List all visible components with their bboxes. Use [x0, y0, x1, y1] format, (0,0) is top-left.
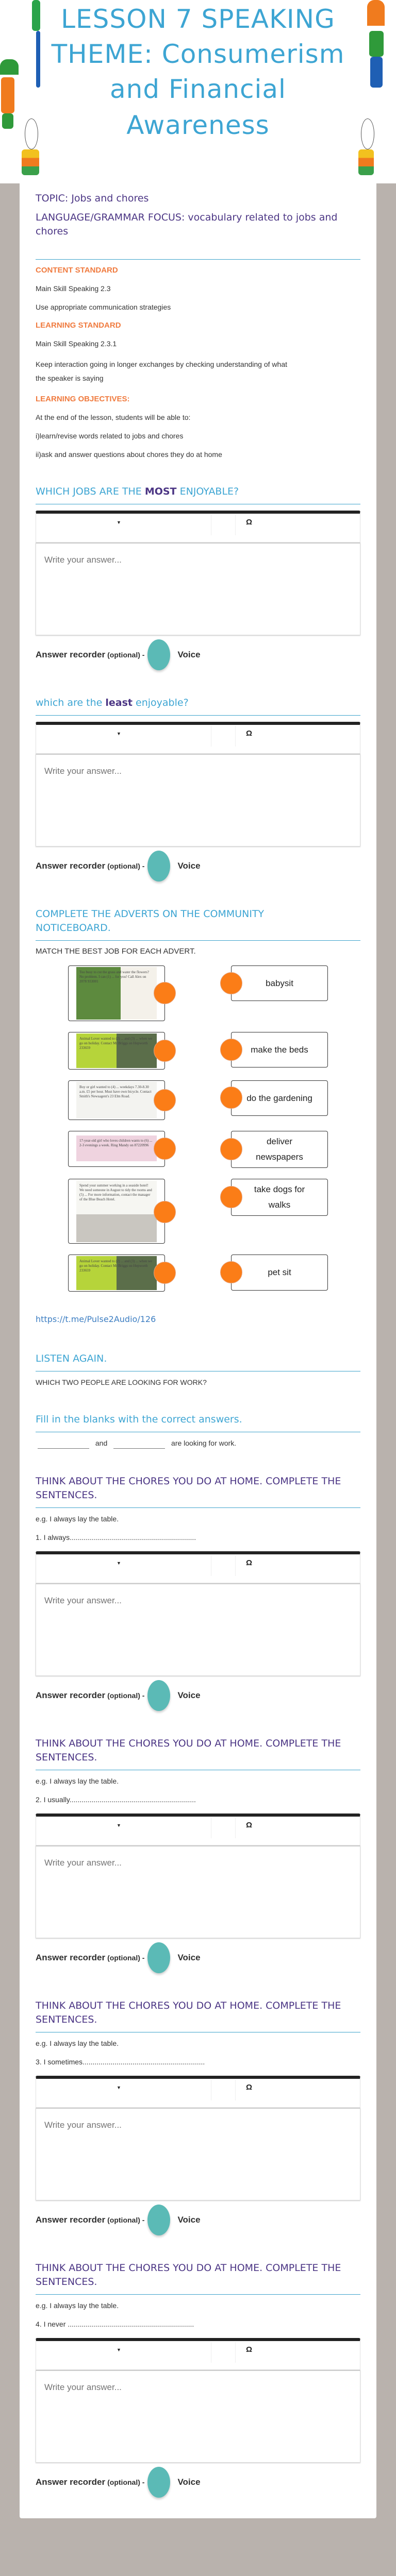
heading-underline	[36, 715, 360, 716]
fill-text: are looking for work.	[171, 1439, 237, 1447]
toolbar-separator	[235, 1818, 236, 1838]
blank-input-2[interactable]	[113, 1438, 165, 1449]
match-connector-dot[interactable]	[154, 1262, 176, 1284]
toolbar-separator	[235, 515, 236, 535]
advert-text: Spend your summer working in a seaside hotel! We need someone in August to tidy the rooms and (5) ... For more information, contact the manager of the Blue Beach Hotel.	[76, 1180, 157, 1242]
objectives-intro: At the end of the lesson, students will be able to:	[36, 413, 191, 421]
special-character-icon[interactable]: Ω	[246, 1821, 253, 1829]
job-option-pet-sit[interactable]: pet sit	[231, 1255, 328, 1291]
advert-image-babysitter[interactable]	[68, 1131, 165, 1167]
match-row	[36, 1131, 360, 1168]
section-divider	[36, 259, 360, 260]
match-connector-dot[interactable]	[154, 1201, 176, 1223]
grammar-focus-heading: LANGUAGE/GRAMMAR FOCUS: vocabulary related to jobs and chores	[36, 212, 338, 237]
advert-image-hotel[interactable]	[68, 1179, 165, 1244]
lesson-banner	[0, 0, 396, 183]
fill-blanks-heading: Fill in the blanks with the correct answers.	[36, 1414, 242, 1425]
recorder-label: Answer recorder	[36, 1690, 106, 1700]
match-connector-dot[interactable]	[154, 1040, 176, 1062]
job-option-babysit[interactable]: babysit	[231, 965, 328, 1001]
job-option-make-the-beds[interactable]: make the beds	[231, 1032, 328, 1067]
advert-text: Animal Lover wanted to (2) ... and (3) ... when we go on holiday. Contact Mr Briggs on Hepworth 233659	[76, 1256, 157, 1290]
chores-prompt: 2. I usually...............................................................	[36, 1795, 196, 1804]
recorder-optional-label: (optional) -	[107, 1691, 145, 1700]
record-button[interactable]	[147, 2205, 170, 2235]
voice-label: Voice	[177, 650, 201, 659]
advert-text: Boy or girl wanted to (4) ... weekdays 7.30-8.30 a.m. £5 per hour. Must have own bicycle. Contact Smith's Newsagent's 23 Elm Road.	[76, 1082, 157, 1118]
match-row	[36, 1032, 360, 1070]
heading-underline	[36, 1507, 360, 1508]
editor-toolbar	[36, 2076, 360, 2108]
learning-standard-text: Main Skill Speaking 2.3.1	[36, 340, 117, 348]
recorder-label: Answer recorder	[36, 2215, 106, 2225]
chores-heading: THINK ABOUT THE CHORES YOU DO AT HOME. COMPLETE THE SENTENCES.	[36, 2000, 341, 2025]
special-character-icon[interactable]: Ω	[246, 518, 253, 527]
adverts-matching-section	[36, 907, 360, 1292]
record-button[interactable]	[147, 2467, 170, 2498]
heading-emphasis: MOST	[144, 486, 177, 497]
chores-heading: THINK ABOUT THE CHORES YOU DO AT HOME. COMPLETE THE SENTENCES.	[36, 1738, 341, 1763]
recorder-label: Answer recorder	[36, 650, 106, 659]
voice-label: Voice	[177, 1690, 201, 1700]
blank-input-1[interactable]	[38, 1438, 89, 1449]
match-connector-dot[interactable]	[220, 1261, 242, 1283]
chores-question-4	[36, 2261, 360, 2498]
toolbar-separator	[235, 2080, 236, 2100]
content-standard-text: Use appropriate communication strategies	[36, 303, 171, 311]
audio-link[interactable]: https://t.me/Pulse2Audio/126	[36, 1314, 156, 1324]
content-standard-label: CONTENT STANDARD	[36, 266, 118, 275]
special-character-icon[interactable]: Ω	[246, 1558, 253, 1567]
answer-textarea[interactable]	[36, 754, 360, 846]
editor-toolbar	[36, 1551, 360, 1583]
editor-toolbar	[36, 722, 360, 754]
books-icon	[22, 149, 39, 175]
job-option-take-dogs-for-walks[interactable]: take dogs for walks	[231, 1179, 328, 1216]
heading-text: ENJOYABLE?	[176, 486, 239, 497]
listen-again-section	[36, 1352, 360, 1387]
job-option-deliver-newspapers[interactable]: deliver newspapers	[231, 1131, 328, 1168]
record-button[interactable]	[147, 639, 170, 670]
advert-image-newsagent[interactable]	[68, 1080, 165, 1120]
lesson-title-line-4: Awareness	[126, 110, 270, 140]
voice-label: Voice	[177, 861, 201, 871]
heading-underline	[36, 940, 360, 941]
answer-textarea[interactable]	[36, 2108, 360, 2200]
answer-textarea[interactable]	[36, 1845, 360, 1938]
answer-recorder	[36, 851, 360, 882]
match-connector-dot[interactable]	[154, 982, 176, 1004]
listen-question: WHICH TWO PEOPLE ARE LOOKING FOR WORK?	[36, 1378, 207, 1386]
answer-recorder	[36, 639, 360, 670]
recorder-optional-label: (optional) -	[107, 1954, 145, 1962]
chores-prompt: 1. I always...............................................................	[36, 1533, 196, 1541]
objective-item: i)learn/revise words related to jobs and chores	[36, 432, 184, 440]
editor-toolbar	[36, 2338, 360, 2370]
books-icon	[358, 149, 374, 175]
recorder-optional-label: (optional) -	[107, 2478, 145, 2486]
match-connector-dot[interactable]	[154, 1138, 176, 1160]
match-row	[36, 1179, 360, 1244]
format-dropdown-caret-icon[interactable]: ▼	[117, 731, 121, 736]
chores-question-1	[36, 1475, 360, 1711]
learning-standard-text: Keep interaction going in longer exchanges by checking understanding of what the speaker is saying	[36, 360, 287, 382]
lesson-title-line-2: THEME: Consumerism	[51, 39, 345, 69]
chores-prompt: 3. I sometimes.............................................................	[36, 2058, 205, 2066]
editor-toolbar	[36, 1814, 360, 1845]
chores-example: e.g. I always lay the table.	[36, 1515, 119, 1523]
topic-heading: TOPIC: Jobs and chores	[36, 193, 149, 204]
advert-text: Animal Lover wanted to (2) ... and (3) ... when we go on holiday. Contact Mr Briggs on Hepworth 233659	[76, 1033, 157, 1068]
format-dropdown-caret-icon[interactable]: ▼	[117, 1823, 121, 1828]
question-least-enjoyable	[36, 696, 360, 882]
record-button[interactable]	[147, 1942, 170, 1973]
match-connector-dot[interactable]	[220, 1186, 242, 1208]
question-heading-most-enjoyable	[36, 485, 360, 499]
toolbar-separator	[235, 726, 236, 747]
answer-textarea[interactable]	[36, 1583, 360, 1676]
chores-example: e.g. I always lay the table.	[36, 2039, 119, 2047]
chores-prompt: 4. I never ...............................................................	[36, 2320, 194, 2328]
question-most-enjoyable	[36, 485, 360, 670]
content-standard-text: Main Skill Speaking 2.3	[36, 284, 111, 293]
lesson-title-line-3: and Financial	[110, 74, 286, 104]
match-connector-dot[interactable]	[220, 1039, 242, 1061]
fill-blanks-section	[36, 1413, 360, 1449]
format-dropdown-caret-icon[interactable]: ▼	[117, 520, 121, 525]
listen-again-heading: LISTEN AGAIN.	[36, 1353, 107, 1364]
answer-recorder	[36, 1942, 360, 1973]
recorder-label: Answer recorder	[36, 2477, 106, 2487]
chores-heading: THINK ABOUT THE CHORES YOU DO AT HOME. COMPLETE THE SENTENCES.	[36, 1476, 341, 1501]
chores-question-2	[36, 1737, 360, 1973]
job-option-do-the-gardening[interactable]: do the gardening	[231, 1080, 328, 1116]
question-heading-least-enjoyable	[36, 696, 360, 710]
objective-item: ii)ask and answer questions about chores they do at home	[36, 450, 222, 459]
recorder-optional-label: (optional) -	[107, 651, 145, 659]
learning-standard-label: LEARNING STANDARD	[36, 321, 121, 330]
match-connector-dot[interactable]	[154, 1089, 176, 1111]
voice-label: Voice	[177, 1953, 201, 1962]
toolbar-separator	[235, 2342, 236, 2363]
recorder-optional-label: (optional) -	[107, 2216, 145, 2224]
worksheet-card	[20, 183, 376, 2518]
chores-example: e.g. I always lay the table.	[36, 1777, 119, 1785]
format-dropdown-caret-icon[interactable]: ▼	[117, 2347, 121, 2352]
heading-emphasis: least	[105, 697, 133, 708]
answer-recorder	[36, 2467, 360, 2498]
special-character-icon[interactable]: Ω	[246, 729, 253, 738]
advert-image-animal-lover[interactable]	[68, 1032, 165, 1070]
match-connector-dot[interactable]	[220, 1087, 242, 1109]
chores-question-3	[36, 1999, 360, 2235]
lesson-title-line-1: LESSON 7 SPEAKING	[61, 4, 335, 34]
advert-image-animal-lover[interactable]	[68, 1255, 165, 1292]
answer-textarea[interactable]	[36, 2370, 360, 2463]
special-character-icon[interactable]: Ω	[246, 2345, 253, 2354]
advert-text: 17-year-old girl who loves children wants to (6) ... 2-3 evenings a week. Ring Mandy on 87220996	[76, 1136, 157, 1161]
voice-label: Voice	[177, 2477, 201, 2487]
recorder-optional-label: (optional) -	[107, 862, 145, 870]
match-row	[36, 965, 360, 1021]
fill-blanks-sentence	[36, 1438, 360, 1449]
heading-text: enjoyable?	[133, 697, 189, 708]
toolbar-separator	[235, 1555, 236, 1576]
match-row	[36, 1255, 360, 1292]
special-character-icon[interactable]: Ω	[246, 2083, 253, 2092]
editor-toolbar	[36, 511, 360, 543]
match-row	[36, 1080, 360, 1120]
heading-text: which are the	[36, 697, 106, 708]
advert-image-gardening[interactable]	[68, 965, 165, 1021]
format-dropdown-caret-icon[interactable]: ▼	[117, 2085, 121, 2090]
heading-text: WHICH JOBS ARE THE	[36, 486, 145, 497]
answer-textarea[interactable]	[36, 543, 360, 635]
advert-text: Too busy to cut the grass and water the flowers? No problem. I can (1) ... for you! Call Alex on 2078 933001	[76, 967, 157, 1020]
voice-label: Voice	[177, 2215, 201, 2225]
match-connector-dot[interactable]	[220, 972, 242, 994]
record-button[interactable]	[147, 1680, 170, 1711]
record-button[interactable]	[147, 851, 170, 882]
recorder-label: Answer recorder	[36, 861, 106, 871]
adverts-heading: COMPLETE THE ADVERTS ON THE COMMUNITY NOTICEBOARD.	[36, 908, 265, 934]
chores-heading: THINK ABOUT THE CHORES YOU DO AT HOME. COMPLETE THE SENTENCES.	[36, 2262, 341, 2287]
match-connector-dot[interactable]	[220, 1138, 242, 1160]
fill-text: and	[95, 1439, 108, 1447]
format-dropdown-caret-icon[interactable]: ▼	[117, 1561, 121, 1566]
recorder-label: Answer recorder	[36, 1953, 106, 1962]
answer-recorder	[36, 1680, 360, 1711]
chores-example: e.g. I always lay the table.	[36, 2301, 119, 2310]
answer-recorder	[36, 2205, 360, 2235]
match-instruction: MATCH THE BEST JOB FOR EACH ADVERT.	[36, 947, 196, 956]
learning-objectives-label: LEARNING OBJECTIVES:	[36, 395, 130, 403]
heading-underline	[36, 2294, 360, 2295]
